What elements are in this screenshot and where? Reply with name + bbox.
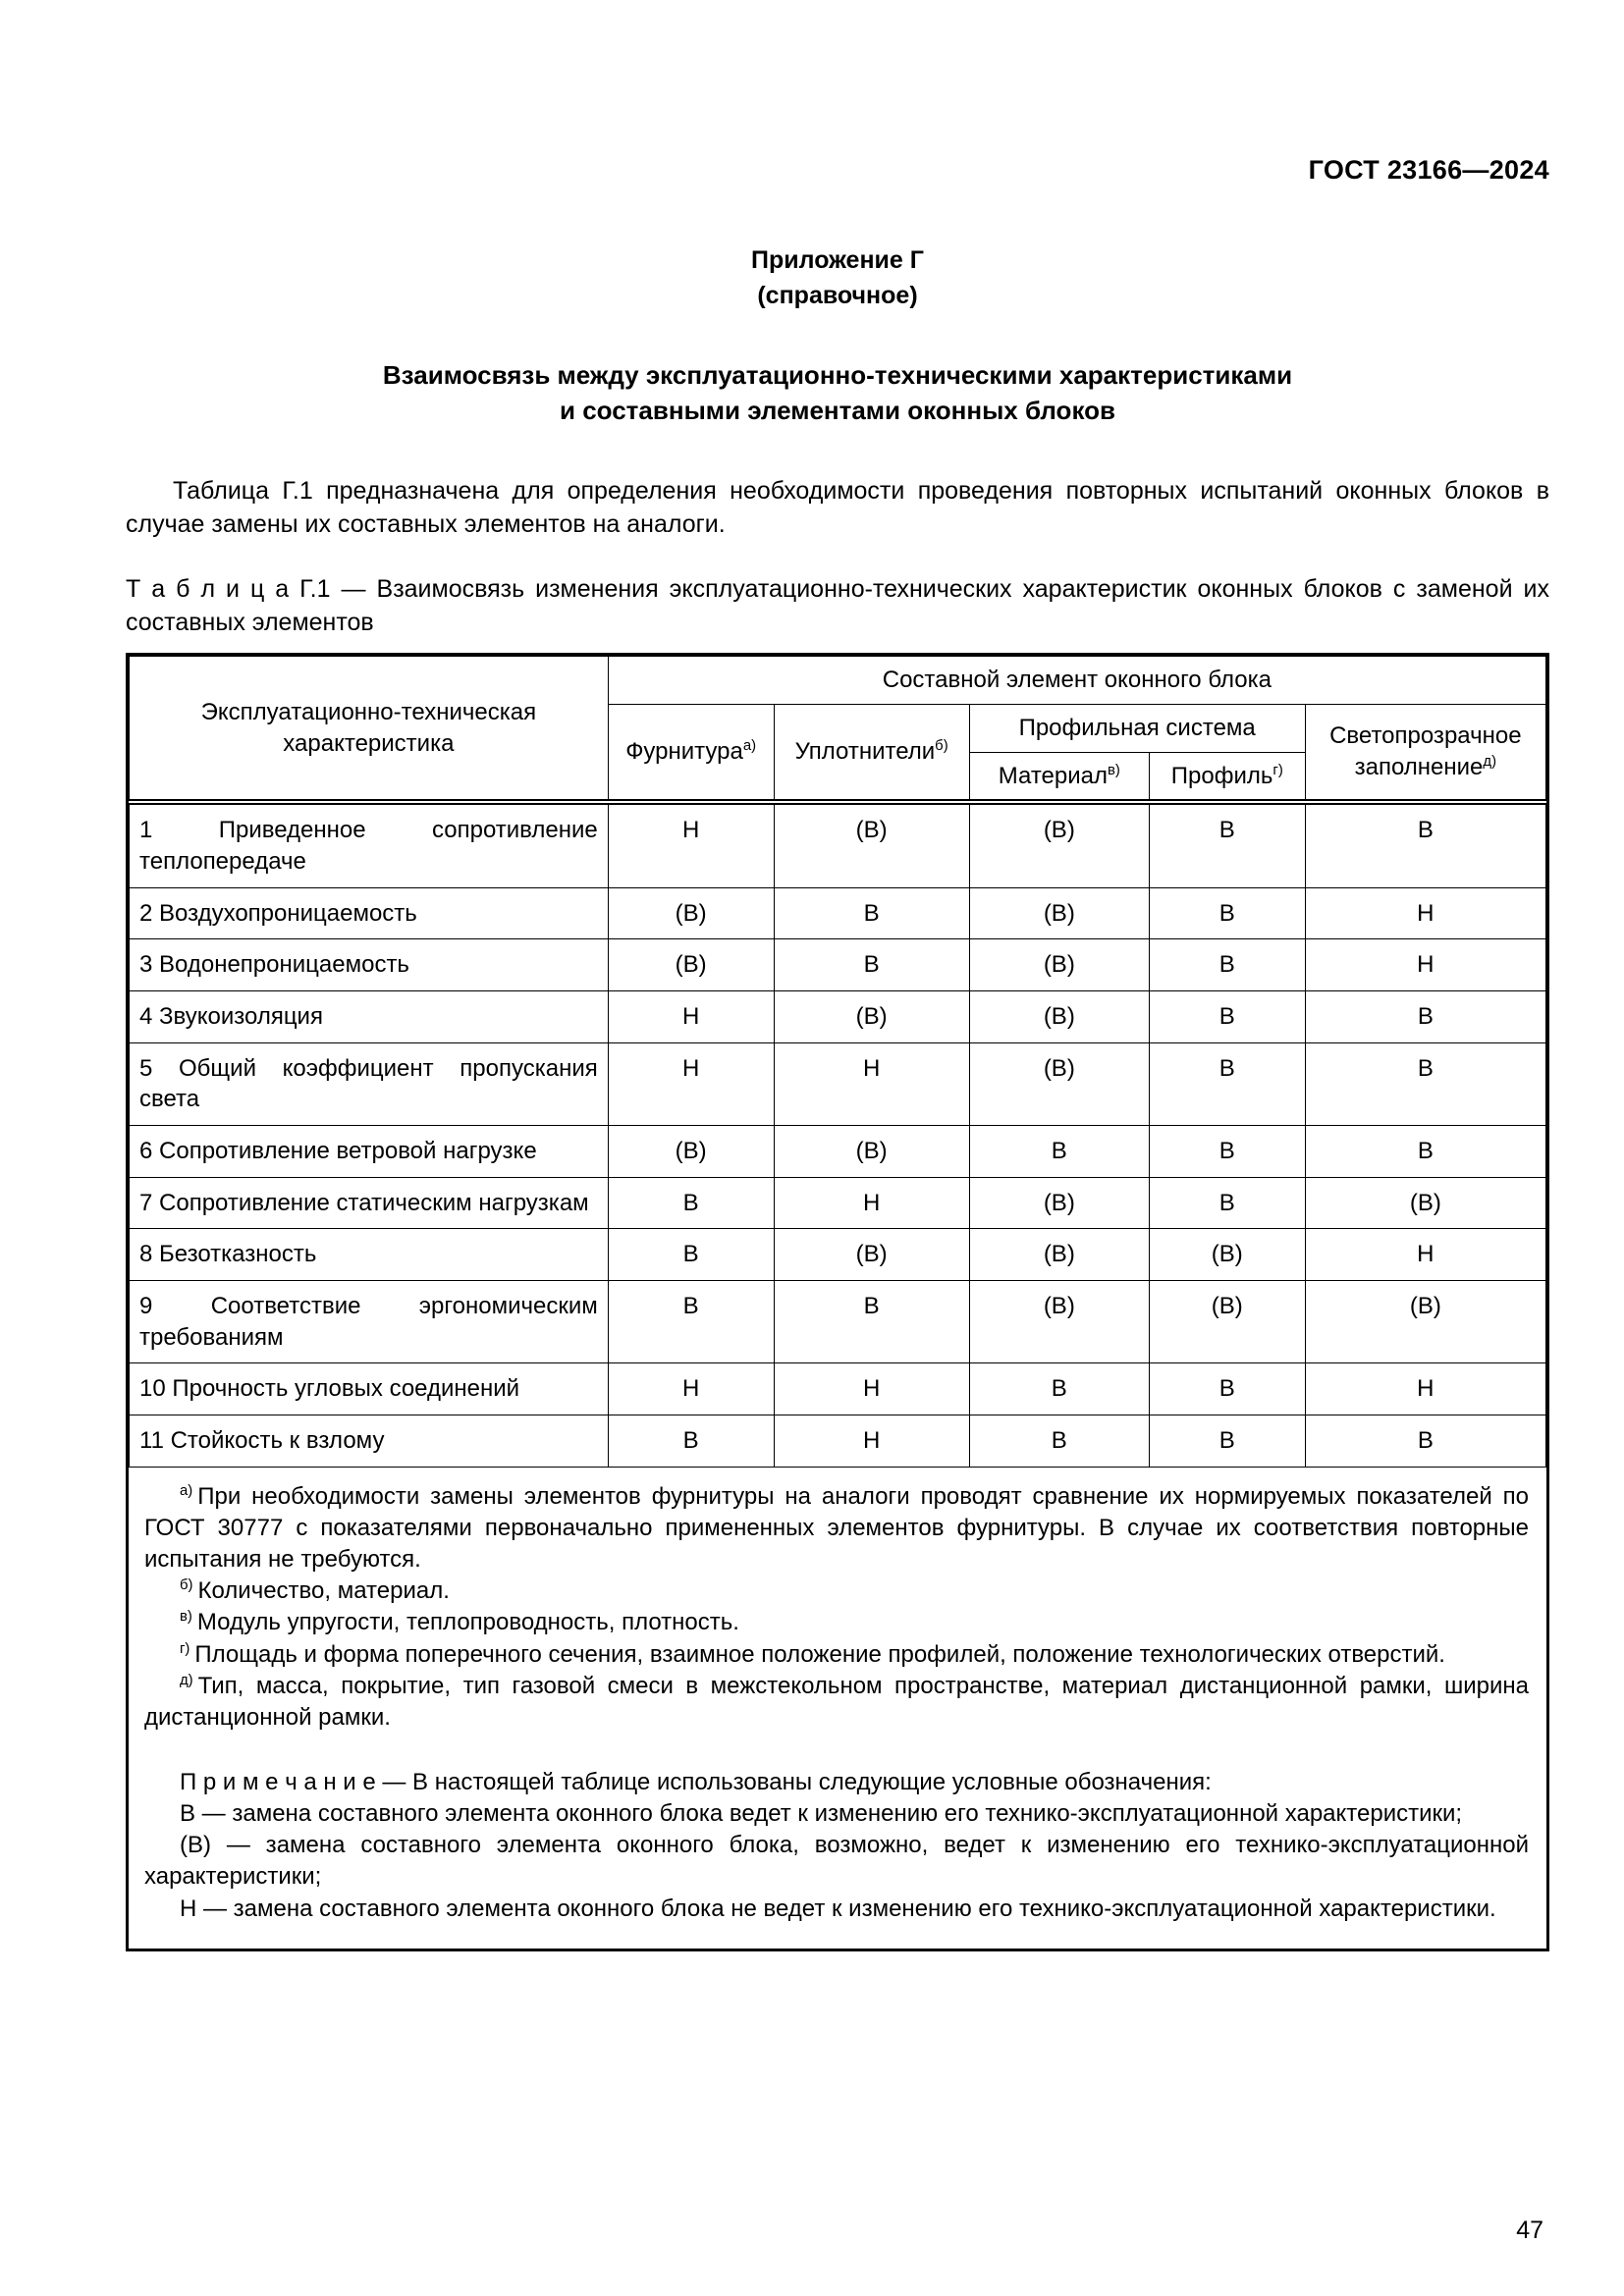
cell-value: В <box>774 1281 969 1363</box>
row-label: 3 Водонепроницаемость <box>130 939 609 991</box>
row-label: 9 Соответствие эргономическим требованиям <box>130 1281 609 1363</box>
cell-value: В <box>1149 1415 1305 1468</box>
cell-value: В <box>608 1177 774 1229</box>
cell-value: Н <box>1305 887 1545 939</box>
intro-paragraph: Таблица Г.1 предназначена для определения необходимости проведения повторных испытаний оконных блоков в случае замены их составных элементов на аналоги. <box>126 477 1549 539</box>
cell-value: (В) <box>969 991 1149 1043</box>
col-header-uplotniteli <box>774 704 969 802</box>
cell-value: (В) <box>969 887 1149 939</box>
header-row-1 <box>130 657 1546 705</box>
row-label: 10 Прочность угловых соединений <box>130 1363 609 1415</box>
cell-value: Н <box>774 1415 969 1468</box>
col-header-furnitura-label: Фурнитура <box>625 738 743 766</box>
table-caption-text: — Взаимосвязь изменения эксплуатационно-технических характеристик оконных блоков с заменой их составных элементов <box>126 575 1550 637</box>
note-heading: П р и м е ч а н и е — В настоящей таблице использованы следующие условные обозначения: <box>180 1768 1212 1795</box>
col-header-profil <box>1149 752 1305 802</box>
doc-code: ГОСТ 23166—2024 <box>1308 155 1549 185</box>
main-table <box>129 656 1546 1467</box>
footnote-ref-g: г) <box>1272 762 1283 778</box>
cell-value: (В) <box>969 939 1149 991</box>
footnote <box>144 1575 1529 1607</box>
page-number: 47 <box>1516 2216 1543 2244</box>
cell-value: В <box>969 1126 1149 1178</box>
col-header-furnitura <box>608 704 774 802</box>
table-row <box>130 887 1546 939</box>
cell-value: (В) <box>969 1281 1149 1363</box>
footnote-marker: в) <box>180 1609 192 1626</box>
footnote-text: При необходимости замены элементов фурнитуры на аналоги проводят сравнение их нормируемых показателей по ГОСТ 30777 с показателями первоначально примененных элементов фурнитуры. В случае их соответствия повторные испытания не требуются. <box>144 1482 1529 1574</box>
cell-value: Н <box>608 1363 774 1415</box>
table-row <box>130 1363 1546 1415</box>
row-label: 2 Воздухопроницаемость <box>130 887 609 939</box>
footnote <box>144 1607 1529 1638</box>
col-header-characteristic: Эксплуатационно-техническая характеристика <box>130 657 609 803</box>
cell-value: Н <box>774 1177 969 1229</box>
cell-value: Н <box>608 802 774 887</box>
col-header-uplotniteli-label: Уплотнители <box>794 738 936 766</box>
footnote-text: Тип, масса, покрытие, тип газовой смеси в межстекольном пространстве, материал дистанционной рамки, ширина дистанционной рамки. <box>144 1672 1529 1731</box>
cell-value: В <box>1149 1363 1305 1415</box>
cell-value: В <box>1149 887 1305 939</box>
row-label: 8 Безотказность <box>130 1229 609 1281</box>
cell-value: Н <box>1305 939 1545 991</box>
cell-value: В <box>1149 991 1305 1043</box>
cell-value: (В) <box>1305 1177 1545 1229</box>
footnote-ref-d: д) <box>1483 754 1497 771</box>
annex-type: (справочное) <box>757 282 918 310</box>
footnote <box>144 1639 1529 1671</box>
cell-value: В <box>1149 802 1305 887</box>
col-header-glazing-label: Светопрозрачное заполнение <box>1329 722 1522 781</box>
footnote-text: Количество, материал. <box>197 1577 450 1605</box>
col-header-group: Составной элемент оконного блока <box>608 657 1545 705</box>
cell-value: В <box>1149 1177 1305 1229</box>
cell-value: (В) <box>969 1229 1149 1281</box>
row-label: 4 Звукоизоляция <box>130 991 609 1043</box>
table-row <box>130 939 1546 991</box>
cell-value: В <box>969 1363 1149 1415</box>
row-label: 1 Приведенное сопротивление теплопередаче <box>130 802 609 887</box>
page-title-line1: Взаимосвязь между эксплуатационно-техническими характеристиками <box>382 359 1293 390</box>
footnote-text: Площадь и форма поперечного сечения, взаимное положение профилей, положение технологических отверстий. <box>194 1640 1445 1668</box>
table-row <box>130 1126 1546 1178</box>
annex-label: Приложение Г <box>751 246 924 274</box>
note-item: В — замена составного элемента оконного блока ведет к изменению его технико-эксплуатационной характеристики; <box>180 1800 1463 1828</box>
cell-value: (В) <box>1305 1281 1545 1363</box>
table-row <box>130 1177 1546 1229</box>
cell-value: (В) <box>774 1229 969 1281</box>
cell-value: (В) <box>608 1126 774 1178</box>
table-row <box>130 1281 1546 1363</box>
footnote-ref-a: а) <box>742 738 757 755</box>
row-label: 6 Сопротивление ветровой нагрузке <box>130 1126 609 1178</box>
cell-value: В <box>1305 802 1545 887</box>
cell-value: В <box>1149 1126 1305 1178</box>
page-title-line2: и составными элементами оконных блоков <box>560 396 1115 426</box>
table-row <box>130 1229 1546 1281</box>
cell-value: (В) <box>969 1177 1149 1229</box>
cell-value: Н <box>1305 1363 1545 1415</box>
note-item: (В) — замена составного элемента оконного блока, возможно, ведет к изменению его технико-эксплуатационной характеристики; <box>144 1832 1529 1891</box>
cell-value: В <box>608 1229 774 1281</box>
cell-value: В <box>1305 1042 1545 1125</box>
cell-value: (В) <box>608 939 774 991</box>
table-caption <box>126 572 1549 639</box>
footnote-marker: б) <box>180 1577 193 1594</box>
col-header-profil-label: Профиль <box>1170 762 1273 789</box>
row-label: 5 Общий коэффициент пропускания света <box>130 1042 609 1125</box>
cell-value: В <box>969 1415 1149 1468</box>
table-notes <box>129 1468 1546 1949</box>
cell-value: В <box>608 1415 774 1468</box>
footnote-ref-b: б) <box>935 738 948 755</box>
cell-value: (В) <box>774 991 969 1043</box>
cell-value: (В) <box>774 1126 969 1178</box>
footnote <box>144 1671 1529 1734</box>
table-frame <box>126 653 1549 1950</box>
cell-value: (В) <box>1149 1281 1305 1363</box>
footnote-marker: д) <box>180 1672 193 1688</box>
table-row <box>130 802 1546 887</box>
page-title <box>126 357 1549 430</box>
cell-value: В <box>1305 991 1545 1043</box>
cell-value: Н <box>608 1042 774 1125</box>
table-row <box>130 991 1546 1043</box>
row-label: 11 Стойкость к взлому <box>130 1415 609 1468</box>
footnote-marker: г) <box>180 1640 190 1657</box>
col-header-material <box>969 752 1149 802</box>
cell-value: Н <box>774 1363 969 1415</box>
cell-value: В <box>608 1281 774 1363</box>
table-row <box>130 1042 1546 1125</box>
annex-heading <box>126 242 1549 314</box>
note-item: Н — замена составного элемента оконного блока не ведет к изменению его технико-эксплуатационной характеристики. <box>180 1895 1496 1922</box>
cell-value: (В) <box>608 887 774 939</box>
cell-value: В <box>1149 1042 1305 1125</box>
cell-value: В <box>774 939 969 991</box>
cell-value: (В) <box>1149 1229 1305 1281</box>
cell-value: (В) <box>969 802 1149 887</box>
cell-value: В <box>1305 1126 1545 1178</box>
col-header-glazing <box>1305 704 1545 802</box>
footnote <box>144 1481 1529 1575</box>
cell-value: Н <box>608 991 774 1043</box>
row-label: 7 Сопротивление статическим нагрузкам <box>130 1177 609 1229</box>
cell-value: (В) <box>969 1042 1149 1125</box>
cell-value: (В) <box>774 802 969 887</box>
footnote-text: Модуль упругости, теплопроводность, плотность. <box>196 1609 739 1636</box>
table-caption-label: Т а б л и ц а Г.1 <box>126 575 331 604</box>
cell-value: Н <box>1305 1229 1545 1281</box>
cell-value: Н <box>774 1042 969 1125</box>
cell-value: В <box>774 887 969 939</box>
cell-value: В <box>1149 939 1305 991</box>
cell-value: В <box>1305 1415 1545 1468</box>
footnote-marker: а) <box>180 1482 193 1499</box>
col-header-profile-system: Профильная система <box>969 704 1305 752</box>
table-row <box>130 1415 1546 1468</box>
footnote-ref-v: в) <box>1108 762 1120 778</box>
col-header-material-label: Материал <box>998 762 1109 789</box>
